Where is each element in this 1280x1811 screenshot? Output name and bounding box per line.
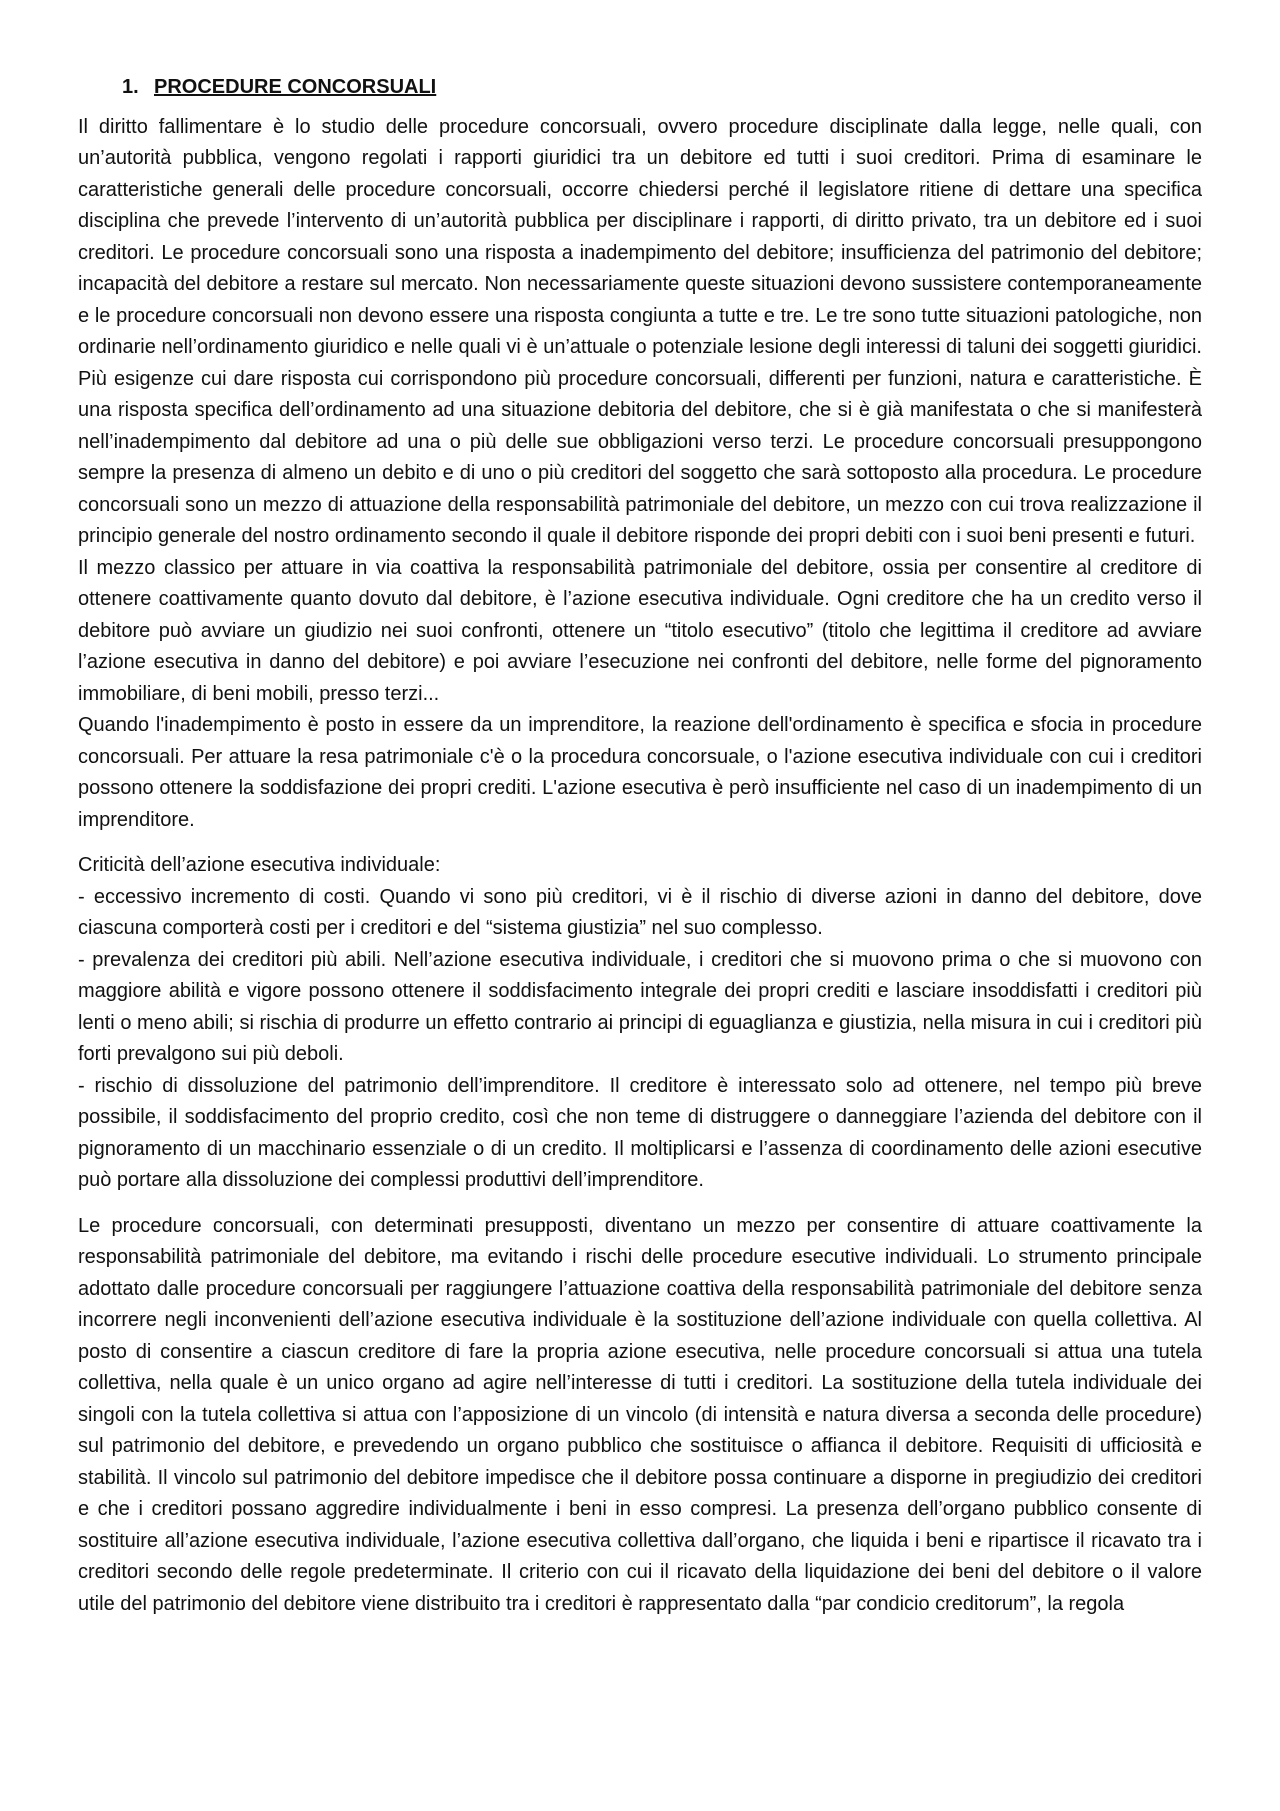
section-number: 1. xyxy=(122,76,139,98)
document-page xyxy=(78,72,1202,1620)
paragraph-tutela-collettiva: Le procedure concorsuali, con determinati presupposti, diventano un mezzo per consentire di attuare coattivamente la responsabilità patrimoniale del debitore, ma evitando i rischi delle procedure esecutive individuali. Lo strumento principale adottato dalle procedure concorsuali per raggiungere l’attuazione coattiva della responsabilità patrimoniale del debitore senza incorrere negli inconvenienti dell’azione esecutiva individuale è la sostituzione dell’azione individuale con quella collettiva. Al posto di consentire a ciascun creditore di fare la propria azione esecutiva, nelle procedure concorsuali si attua una tutela collettiva, nella quale è un unico organo ad agire nell’interesse di tutti i creditori. La sostituzione della tutela individuale dei singoli con la tutela collettiva si attua con l’apposizione di un vincolo (di intensità e natura diversa a seconda delle procedure) sul patrimonio del debitore, e prevedendo un organo pubblico che sostituisce o affianca il debitore. Requisiti di ufficiosità e stabilità. Il vincolo sul patrimonio del debitore impedisce che il debitore possa continuare a disporne in pregiudizio dei creditori e che i creditori possano aggredire individualmente i beni in esso compresi. La presenza dell’organo pubblico consente di sostituire all’azione esecutiva individuale, l’azione esecutiva collettiva dall’organo, che liquida i beni e ripartisce il ricavato tra i creditori secondo delle regole predeterminate. Il criterio con cui il ricavato della liquidazione dei beni del debitore o il valore utile del patrimonio del debitore viene distribuito tra i creditori è rappresentato dalla “par condicio creditorum”, la regola xyxy=(78,1214,1202,1615)
paragraph-intro: Il diritto fallimentare è lo studio delle procedure concorsuali, ovvero procedure disciplinate dalla legge, nelle quali, con un’autorità pubblica, vengono regolati i rapporti giuridici tra un debitore ed tutti i suoi creditori. Prima di esaminare le caratteristiche generali delle procedure concorsuali, occorre chiedersi perché il legislatore ritiene di dettare una specifica disciplina che prevede l’intervento di un’autorità pubblica per disciplinare i rapporti, di diritto privato, tra un debitore ed i suoi creditori. Le procedure concorsuali sono una risposta a inadempimento del debitore; insufficienza del patrimonio del debitore; incapacità del debitore a restare sul mercato. Non necessariamente queste situazioni devono sussistere contemporaneamente e le procedure concorsuali non devono essere una risposta congiunta a tutte e tre. Le tre sono tutte situazioni patologiche, non ordinarie nell’ordinamento giuridico e nelle quali vi è un’attuale o potenziale lesione degli interessi di taluni dei soggetti giuridici. Più esigenze cui dare risposta cui corrispondono più procedure concorsuali, differenti per funzioni, natura e caratteristiche. È una risposta specifica dell’ordinamento ad una situazione debitoria del debitore, che si è già manifestata o che si manifesterà nell’inadempimento dal debitore ad una o più delle sue obbligazioni verso terzi. Le procedure concorsuali presuppongono sempre la presenza di almeno un debito e di uno o più creditori del soggetto che sarà sottoposto alla procedura. Le procedure concorsuali sono un mezzo di attuazione della responsabilità patrimoniale del debitore, un mezzo con cui trova realizzazione il principio generale del nostro ordinamento secondo il quale il debitore risponde dei propri debiti con i suoi beni presenti e futuri. xyxy=(78,115,1202,547)
paragraph-imprenditore: Quando l'inadempimento è posto in essere da un imprenditore, la reazione dell'ordinamento è specifica e sfocia in procedure concorsuali. Per attuare la resa patrimoniale c'è o la procedura concorsuale, o l'azione esecutiva individuale con cui i creditori possono ottenere la soddisfazione dei propri crediti. L'azione esecutiva è però insufficiente nel caso di un inadempimento di un imprenditore. xyxy=(78,714,1202,831)
list-item-creditori-abili: - prevalenza dei creditori più abili. Nell’azione esecutiva individuale, i creditori che si muovono prima o che si muovono con maggiore abilità e vigore possono ottenere il soddisfacimento integrale dei propri crediti e lasciare insoddisfatti i creditori più lenti o meno abili; si rischia di produrre un effetto contrario ai principi di eguaglianza e giustizia, nella misura in cui i creditori più forti prevalgono sui più deboli. xyxy=(78,948,1202,1065)
list-item-costi: - eccessivo incremento di costi. Quando vi sono più creditori, vi è il rischio di diverse azioni in danno del debitore, dove ciascuna comporterà costi per i creditori e del “sistema giustizia” nel suo complesso. xyxy=(78,885,1202,939)
paragraph-azione-esecutiva: Il mezzo classico per attuare in via coattiva la responsabilità patrimoniale del debitore, ossia per consentire al creditore di ottenere coattivamente quanto dovuto dal debitore, è l’azione esecutiva individuale. Ogni creditore che ha un credito verso il debitore può avviare un giudizio nei suoi confronti, ottenere un “titolo esecutivo” (titolo che legittima il creditore ad avviare l’azione esecutiva in danno del debitore) e poi avviare l’esecuzione nei confronti del debitore, nelle forme del pignoramento immobiliare, di beni mobili, presso terzi... xyxy=(78,556,1202,705)
paragraph-criticita-heading: Criticità dell’azione esecutiva individuale: xyxy=(78,854,441,876)
list-item-dissoluzione: - rischio di dissoluzione del patrimonio dell’imprenditore. Il creditore è interessato solo ad ottenere, nel tempo più breve possibile, il soddisfacimento del proprio credito, così che non teme di distruggere o danneggiare l’azienda del debitore con il pignoramento di un macchinario essenziale o di un credito. Il moltiplicarsi e l’assenza di coordinamento delle azioni esecutive può portare alla dissoluzione dei complessi produttivi dell’imprenditore. xyxy=(78,1074,1202,1191)
section-title: PROCEDURE CONCORSUALI xyxy=(154,76,437,98)
section-heading xyxy=(78,72,1202,104)
